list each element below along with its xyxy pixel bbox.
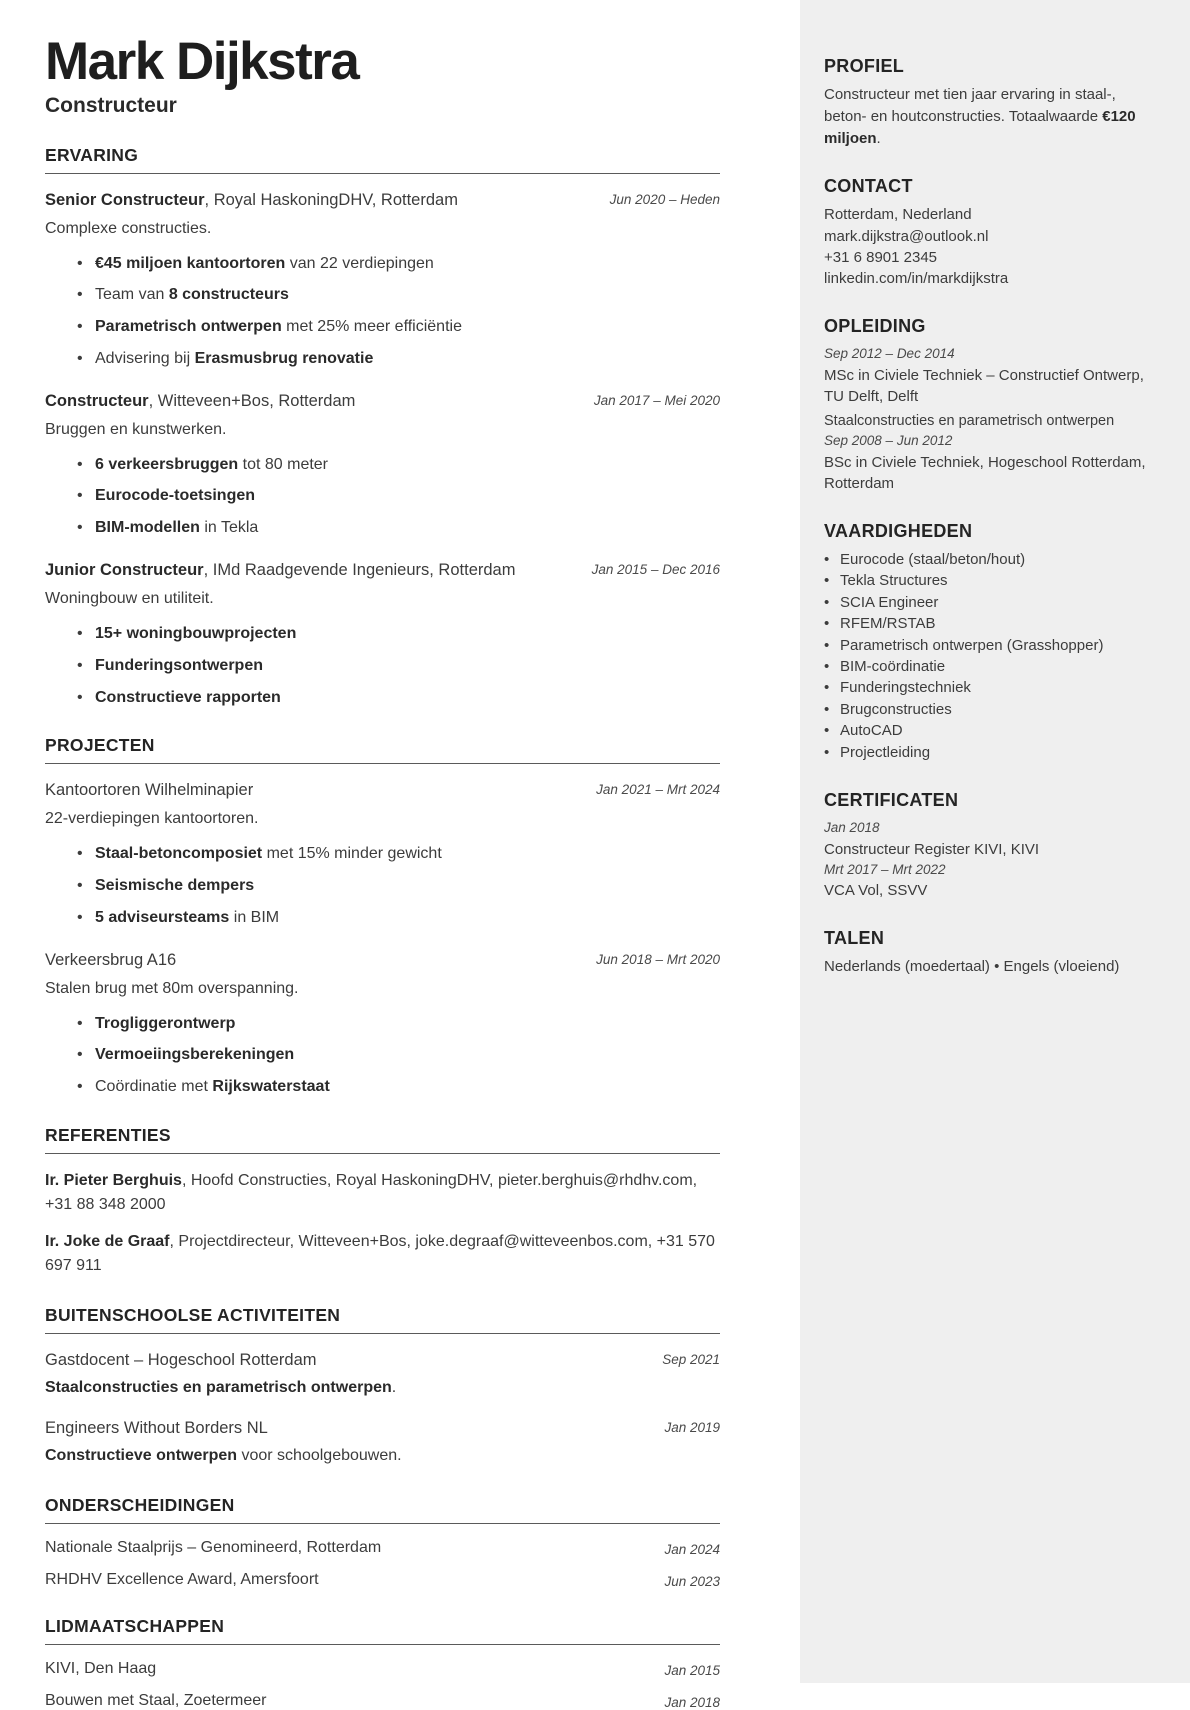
reference-name: Ir. Joke de Graaf [45,1233,170,1250]
sidebar [800,0,1190,1683]
sidebar-section-certificaten [824,790,1162,901]
section-onderscheidingen [45,1524,720,1589]
sidebar-section-profiel [824,56,1162,149]
reference-details: , Projectdirecteur, Witteveen+Bos, joke.degraaf@witteveenbos.com, +31 570 697 911 [45,1233,715,1274]
project-subtitle: Stalen brug met 80m overspanning. [45,979,299,997]
section-heading-ervaring: ERVARING [45,145,720,174]
bullet-bold: Seismische dempers [95,877,255,895]
activity-desc-bold: Constructieve ontwerpen [45,1446,238,1464]
skill-item: • AutoCAD [824,720,1162,741]
contact-phone: +31 6 8901 2345 [824,248,938,266]
reference-entry [45,1169,720,1217]
sidebar-section-opleiding [824,316,1162,493]
award-date: Jun 2023 [664,1573,720,1589]
activity-title: Gastdocent – Hogeschool Rotterdam [45,1351,317,1369]
bullet-bold: 6 verkeersbruggen [95,455,239,473]
profile-text-pre: Constructeur met tien jaar ervaring in staal-, beton- en houtconstructies. Totaalwaarde [824,86,1116,125]
bullet-pre: Team van [95,286,169,304]
education-entry [824,431,1162,494]
section-heading-buitenschools: BUITENSCHOOLSE ACTIVITEITEN [45,1305,720,1334]
award-row [45,1539,720,1557]
bullet-item [45,1014,720,1035]
entry-date: Jun 2020 – Heden [609,191,720,207]
entry-date: Jan 2017 – Mei 2020 [593,392,720,408]
bullet-bold: BIM-modellen [95,519,200,537]
activity-desc-rest: . [391,1378,397,1396]
bullet-item [45,844,720,865]
bullet-item [45,285,720,306]
certificate-title: VCA Vol, SSVV [824,882,928,900]
bullet-bold: Vermoeiingsberekeningen [95,1046,295,1064]
bullet-bold: 8 constructeurs [168,286,289,304]
activity-entry [45,1417,720,1468]
bullet-bold: €45 miljoen kantoortoren [95,254,286,272]
bullet-item [45,876,720,897]
project-entry [45,949,720,1098]
bullet-bold: Eurocode-toetsingen [95,487,256,505]
bullet-item [45,349,720,370]
sidebar-heading-certificaten: CERTIFICATEN [824,790,959,811]
education-title: BSc in Civiele Techniek, Hogeschool Rotterdam, Rotterdam [824,453,1146,492]
entry-head [45,390,720,414]
section-heading-lidmaatschappen: LIDMAATSCHAPPEN [45,1616,720,1645]
membership-row [45,1660,720,1678]
sidebar-heading-talen: TALEN [824,928,885,949]
bullet-bold: Erasmusbrug renovatie [194,349,374,367]
education-date: Sep 2008 – Jun 2012 [824,433,953,449]
bullet-bold: Rijkswaterstaat [212,1078,330,1096]
sidebar-heading-vaardigheden: VAARDIGHEDEN [824,520,973,541]
bullet-bold: Trogliggerontwerp [95,1014,236,1032]
project-title: Verkeersbrug A16 [45,950,177,969]
person-name: Mark Dijkstra [45,32,359,91]
membership-row [45,1692,720,1710]
skill-item: • Brugconstructies [824,699,1162,720]
reference-entry [45,1230,720,1278]
bullet-item [45,317,720,338]
activity-desc-bold: Staalconstructies en parametrisch ontwerpen [45,1378,392,1396]
bullet-item [45,908,720,929]
certificate-title: Constructeur Register KIVI, KIVI [824,840,1040,858]
entry-bullets [45,1014,720,1098]
bullet-item [45,1045,720,1066]
activity-description [45,1376,720,1400]
bullet-pre: Advisering bij [95,349,195,367]
activity-description [45,1444,720,1468]
reference-name: Ir. Pieter Berghuis [45,1172,182,1189]
education-title: MSc in Civiele Techniek – Constructief Ontwerp, TU Delft, Delft [824,367,1144,405]
sidebar-section-talen [824,928,1162,977]
entry-head [45,1349,720,1373]
certificate-date: Mrt 2017 – Mrt 2022 [824,861,946,877]
profile-text [824,84,1162,149]
section-lidmaatschappen [45,1645,720,1710]
bullet-post: in Tekla [199,519,259,537]
bullet-item [45,688,720,709]
award-row [45,1571,720,1589]
skill-item: • Tekla Structures [824,570,1162,591]
entry-head [45,559,720,583]
skill-item: • SCIA Engineer [824,592,1162,613]
entry-title-bold: Constructeur [45,391,149,410]
entry-title [45,189,458,213]
entry-title [45,559,515,583]
experience-entry [45,189,720,370]
experience-entry [45,559,720,708]
education-note: Staalconstructies en parametrisch ontwerpen [824,413,1115,429]
membership-date: Jan 2015 [664,1662,720,1678]
bullet-item [45,1077,720,1098]
bullet-item [45,486,720,507]
entry-date: Jun 2018 – Mrt 2020 [596,951,720,967]
section-ervaring [45,174,720,709]
bullet-item [45,518,720,539]
bullet-item [45,254,720,275]
bullet-bold: Constructieve rapporten [95,688,281,706]
profile-text-post: . [876,129,881,147]
entry-head [45,779,720,803]
entry-subtitle: Complexe constructies. [45,219,212,237]
bullet-post: van 22 verdiepingen [285,254,434,272]
activity-title: Engineers Without Borders NL [45,1418,268,1437]
project-subtitle: 22-verdiepingen kantoortoren. [45,810,259,828]
bullet-item [45,624,720,645]
skill-item: • RFEM/RSTAB [824,613,1162,634]
certificate-entry [824,818,1162,860]
entry-bullets [45,624,720,708]
sidebar-heading-contact: CONTACT [824,176,913,197]
sidebar-heading-profiel: PROFIEL [824,56,905,76]
bullet-post: met 25% meer efficiëntie [281,318,462,336]
project-title: Kantoortoren Wilhelminapier [45,781,254,800]
bullet-bold: Staal-betoncomposiet [95,845,263,863]
award-text: RHDHV Excellence Award, Amersfoort [45,1570,319,1588]
reference-details: , Hoofd Constructies, Royal HaskoningDHV, pieter.berghuis@rhdhv.com, +31 88 348 2000 [45,1172,698,1213]
bullet-bold: Parametrisch ontwerpen [95,318,282,336]
bullet-post: met 15% minder gewicht [262,845,442,863]
bullet-pre: Coördinatie met [95,1078,213,1096]
entry-title-rest: , Royal HaskoningDHV, Rotterdam [204,190,458,209]
entry-bullets [45,455,720,539]
project-entry [45,779,720,928]
entry-subtitle: Woningbouw en utiliteit. [45,589,214,607]
membership-text: KIVI, Den Haag [45,1659,157,1677]
entry-bullets [45,254,720,370]
section-buitenschools [45,1334,720,1468]
entry-title [45,390,355,414]
contact-linkedin: linkedin.com/in/markdijkstra [824,270,1009,288]
skill-item: • Projectleiding [824,742,1162,763]
bullet-bold: 5 adviseursteams [95,908,230,926]
skill-item: • Eurocode (staal/beton/hout) [824,549,1162,570]
entry-title-rest: , Witteveen+Bos, Rotterdam [148,391,356,410]
education-date: Sep 2012 – Dec 2014 [824,346,955,362]
entry-date: Sep 2021 [662,1352,720,1367]
entry-bullets [45,844,720,928]
entry-title-rest: , IMd Raadgevende Ingenieurs, Rotterdam [203,561,516,580]
entry-date: Jan 2015 – Dec 2016 [591,562,720,578]
sidebar-section-contact [824,176,1162,289]
section-referenties [45,1154,720,1278]
contact-email: mark.dijkstra@outlook.nl [824,227,989,245]
bullet-item [45,455,720,476]
membership-text: Bouwen met Staal, Zoetermeer [45,1691,267,1709]
bullet-bold: Funderingsontwerpen [95,656,263,674]
section-heading-projecten: PROJECTEN [45,735,720,764]
award-text: Nationale Staalprijs – Genomineerd, Rotterdam [45,1538,382,1556]
membership-date: Jan 2018 [664,1694,720,1710]
entry-title-bold: Junior Constructeur [45,561,204,580]
education-entry [824,344,1162,431]
entry-date: Jan 2021 – Mrt 2024 [596,782,720,798]
skill-item: • Funderingstechniek [824,677,1162,698]
entry-date: Jan 2019 [664,1419,720,1435]
section-heading-onderscheidingen: ONDERSCHEIDINGEN [45,1495,720,1524]
skill-item: • Parametrisch ontwerpen (Grasshopper) [824,635,1162,656]
skill-item: • BIM-coördinatie [824,656,1162,677]
section-projecten [45,764,720,1098]
person-title: Constructeur [45,93,177,117]
certificate-entry [824,860,1162,902]
award-date: Jan 2024 [664,1541,720,1557]
entry-head [45,949,720,973]
certificate-date: Jan 2018 [824,820,880,836]
bullet-post: in BIM [229,908,280,926]
entry-head [45,1417,720,1441]
experience-entry [45,390,720,539]
sidebar-heading-opleiding: OPLEIDING [824,316,926,337]
skills-list [824,549,1162,763]
contact-location: Rotterdam, Nederland [824,206,972,224]
activity-entry [45,1349,720,1400]
activity-desc-rest: voor schoolgebouwen. [237,1446,402,1464]
bullet-item [45,656,720,677]
sidebar-section-vaardigheden [824,521,1162,763]
profile-text-bold: €120 miljoen [824,107,1136,147]
entry-subtitle: Bruggen en kunstwerken. [45,420,227,438]
bullet-post: tot 80 meter [238,455,329,473]
section-heading-referenties: REFERENTIES [45,1125,720,1154]
entry-head [45,189,720,213]
languages-text: Nederlands (moedertaal) • Engels (vloeiend) [824,958,1120,976]
bullet-bold: 15+ woningbouwprojecten [95,624,297,642]
entry-title-bold: Senior Constructeur [45,190,205,209]
